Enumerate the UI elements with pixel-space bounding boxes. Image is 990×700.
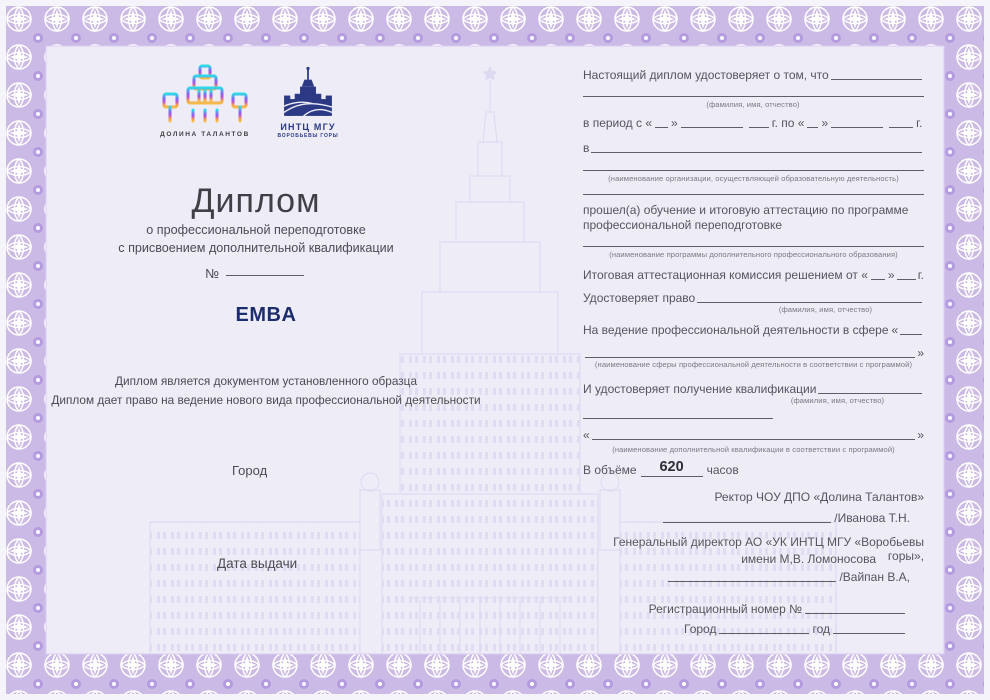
city-label: Город	[232, 463, 268, 478]
left-column	[46, 46, 546, 654]
in-row	[583, 141, 924, 155]
intc-logo	[268, 66, 348, 139]
sphere-text: На ведение профессиональной деятельности в сфере	[583, 323, 889, 337]
period-p3: г. по «	[771, 116, 805, 130]
right-word-blank	[697, 302, 922, 303]
volume-suffix: часов	[706, 462, 739, 477]
in-blank	[591, 152, 922, 153]
sphere-row	[583, 323, 924, 337]
city-word: Город	[684, 622, 717, 636]
commission-row	[583, 268, 924, 282]
issue-date-label: Дата выдачи	[217, 556, 298, 571]
commission-blank-2	[897, 279, 916, 280]
reg-number-label: Регистрационный номер №	[648, 602, 802, 616]
talents-logo-caption: ДОЛИНА ТАЛАНТОВ	[160, 131, 250, 138]
rector-signature-blank	[663, 512, 831, 523]
passed-row-2	[583, 218, 924, 232]
period-p2: »	[671, 116, 678, 130]
sphere-open-quote: «	[891, 323, 899, 337]
period-p4: »	[821, 116, 829, 130]
diploma-subtitle-1: о профессиональной переподготовке	[146, 223, 366, 237]
rector-signature-name: /Иванова Т.Н.	[834, 511, 910, 525]
passed-text-1: прошел(а) обучение и итоговую аттестацию по программе	[583, 203, 909, 217]
diploma-number-label: №	[205, 266, 220, 281]
in-word: в	[583, 141, 590, 155]
period-row	[583, 116, 924, 130]
commission-p2: »	[887, 268, 895, 282]
fio-label-3: (фамилия, имя, отчество)	[790, 396, 885, 405]
sphere-label: (наименование сферы профессиональной деятельности в соответствии с программой)	[594, 360, 913, 369]
intc-logo-icon	[277, 66, 339, 118]
sphere-blank	[900, 334, 922, 335]
reg-number-blank	[805, 603, 905, 614]
city-year-row	[583, 622, 924, 636]
fio-label-2: (фамилия, имя, отчество)	[778, 305, 873, 314]
qual-open-quote: «	[583, 428, 590, 442]
period-blank-6	[889, 117, 913, 128]
year-word: год	[812, 622, 830, 636]
right-column	[583, 46, 924, 654]
period-blank-3	[749, 117, 769, 128]
qual-quote-row	[583, 428, 924, 442]
note-line-2: Диплом дает право на ведение нового вида профессиональной деятельности	[51, 393, 481, 407]
certifies-row	[583, 68, 924, 82]
sphere-blank-2	[585, 357, 915, 358]
passed-text-2: профессиональной переподготовке	[583, 218, 783, 232]
period-p5: г.	[916, 116, 923, 130]
period-p1: в период с «	[583, 116, 653, 130]
city-blank	[719, 623, 809, 634]
program-rule-top	[583, 194, 924, 195]
reg-number-row	[583, 602, 924, 616]
volume-row	[583, 460, 924, 477]
director-signature-row	[583, 570, 924, 584]
period-blank-2	[681, 117, 743, 128]
qual-quote-blank	[592, 439, 916, 440]
certifies-blank	[831, 79, 922, 80]
diploma-number-blank	[226, 265, 304, 276]
qual-text: И удостоверяет получение квалификации	[583, 382, 817, 396]
director-signature-name: /Вайпан В.А,	[839, 570, 910, 584]
year-blank	[833, 623, 905, 634]
sphere-close-quote: »	[917, 346, 924, 360]
intc-logo-subcaption: ВОРОБЬЕВЫ ГОРЫ	[277, 132, 339, 139]
diploma-subtitle-2: с присвоением дополнительной квалификации	[118, 241, 394, 255]
fio-label-1: (фамилия, имя, отчество)	[706, 100, 800, 109]
volume-hours-value: 620	[641, 460, 703, 477]
commission-p3: г.	[917, 268, 924, 282]
commission-p1: Итоговая аттестационная комиссия решением от «	[583, 268, 868, 282]
program-label: (наименование программы дополнительного профессионального образования)	[609, 250, 898, 259]
right-word-row	[583, 291, 924, 305]
qual-short-rule	[583, 418, 773, 419]
qual-label: (наименование дополнительной квалификации в соответствии с программой)	[612, 445, 895, 454]
qual-close-quote: »	[917, 428, 924, 442]
diploma-number-row	[46, 265, 466, 281]
director-title-1: Генеральный директор АО «УК ИНТЦ МГУ «Воробьевы горы»,	[613, 535, 924, 563]
program-name: EMBA	[235, 304, 297, 326]
rector-title: Ректор ЧОУ ДПО «Долина Талантов»	[714, 490, 924, 504]
note-line-1: Диплом является документом установленного образца	[114, 374, 418, 388]
passed-row-1	[583, 203, 924, 217]
diploma-title: Диплом	[191, 182, 321, 220]
director-signature-blank	[668, 571, 836, 582]
org-label: (наименование организации, осуществляющей образовательную деятельность)	[608, 174, 899, 183]
sphere-rule-row	[583, 346, 924, 360]
rector-signature-row	[583, 511, 924, 525]
certifies-text: Настоящий диплом удостоверяет о том, что	[583, 68, 829, 82]
qual-row	[583, 382, 924, 396]
org-rule	[583, 170, 924, 171]
director-title-2: имени М,В. Ломоносова	[741, 552, 876, 566]
program-rule	[583, 246, 924, 247]
volume-prefix: В объёме	[583, 462, 637, 477]
qual-blank	[818, 393, 922, 394]
commission-blank-1	[871, 269, 885, 280]
period-blank-5	[831, 117, 883, 128]
fio-rule	[583, 96, 924, 97]
talents-logo-icon	[155, 64, 255, 124]
right-word-text: Удостоверяет право	[583, 291, 696, 305]
intc-logo-caption: ИНТЦ МГУ	[280, 122, 336, 132]
period-blank-4	[807, 117, 818, 128]
period-blank-1	[655, 117, 668, 128]
talents-logo	[150, 64, 260, 138]
